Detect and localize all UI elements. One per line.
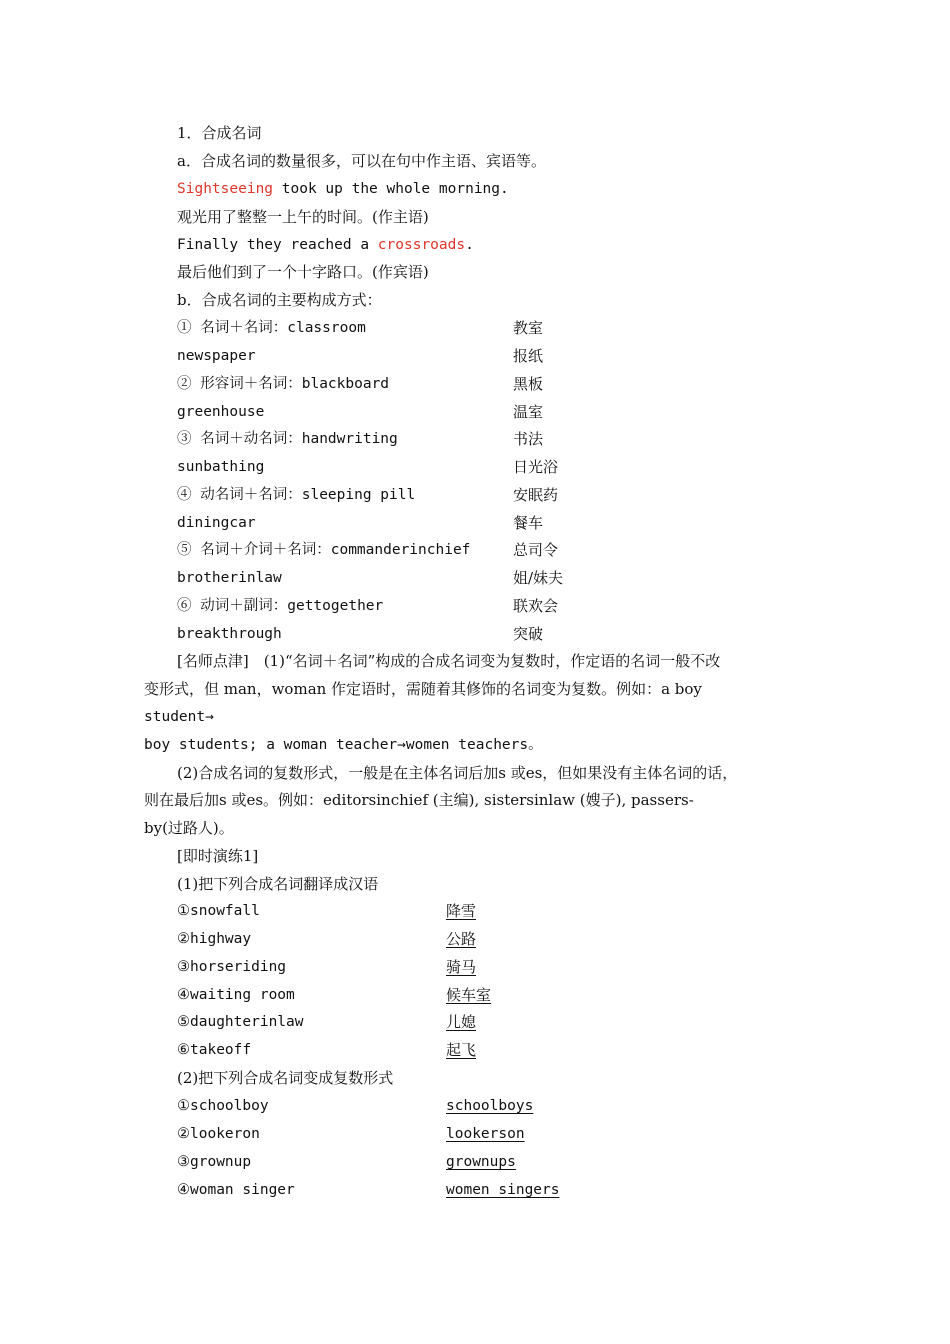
practice-answer: 候车室	[446, 986, 492, 1004]
practice-term: ④woman singer	[177, 1182, 295, 1198]
formation-term: greenhouse	[177, 404, 265, 420]
formation-term: diningcar	[177, 515, 256, 531]
formation-term: breakthrough	[177, 626, 282, 642]
tip-line: 则在最后加s 或es。例如：editorsinchief (主编), sistersinlaw (嫂子), passers-	[144, 791, 694, 809]
formation-term: ⑤ 名词＋介词＋名词：commanderinchief	[177, 542, 471, 558]
practice-part2-title: (2)把下列合成名词变成复数形式	[177, 1069, 394, 1087]
practice-answer: 骑马	[446, 958, 477, 976]
practice-term: ①snowfall	[177, 903, 260, 919]
formation-meaning: 书法	[513, 430, 544, 448]
tip-line: boy students; a woman teacher→women teachers。	[144, 737, 543, 753]
formation-meaning: 黑板	[513, 375, 544, 393]
formation-term: ⑥ 动词＋副词：gettogether	[177, 598, 384, 614]
section-heading: 1．合成名词	[177, 124, 262, 142]
tip-line: [名师点津] (1)“名词＋名词”构成的合成名词变为复数时，作定语的名词一般不改	[177, 652, 721, 670]
paragraph-a: a．合成名词的数量很多，可以在句中作主语、宾语等。	[177, 152, 546, 170]
example-sentence-1	[177, 179, 509, 199]
formation-meaning: 突破	[513, 625, 544, 643]
example-text: Finally they reached a	[177, 237, 378, 253]
practice-answer: 降雪	[446, 902, 477, 920]
tip-line: student→	[144, 709, 214, 725]
formation-meaning: 报纸	[513, 347, 544, 365]
example-text: .	[465, 237, 474, 253]
example-translation-2: 最后他们到了一个十字路口。(作宾语)	[177, 263, 429, 281]
formation-meaning: 日光浴	[513, 458, 559, 476]
practice-answer: 公路	[446, 930, 477, 948]
formation-term: ① 名词＋名词：classroom	[177, 320, 366, 336]
practice-part1-title: (1)把下列合成名词翻译成汉语	[177, 875, 379, 893]
practice-answer: grownups	[446, 1154, 516, 1170]
highlight-word: Sightseeing	[177, 181, 274, 197]
highlight-word: crossroads	[377, 237, 466, 253]
formation-meaning: 安眠药	[513, 486, 559, 504]
tip-line: 变形式，但 man，woman 作定语时，需随着其修饰的名词变为复数。例如：a boy	[144, 680, 702, 698]
formation-term: ③ 名词＋动名词：handwriting	[177, 431, 398, 447]
practice-term: ①schoolboy	[177, 1098, 269, 1114]
practice-answer: lookerson	[446, 1126, 525, 1142]
formation-meaning: 姐/妹夫	[513, 569, 564, 587]
practice-answer: schoolboys	[446, 1098, 534, 1114]
practice-term: ④waiting room	[177, 987, 295, 1003]
practice-term: ③grownup	[177, 1154, 252, 1170]
formation-term: brotherinlaw	[177, 570, 282, 586]
practice-title: [即时演练1]	[177, 847, 259, 865]
formation-term: newspaper	[177, 348, 256, 364]
formation-meaning: 联欢会	[513, 597, 559, 615]
practice-answer: women singers	[446, 1182, 560, 1198]
formation-meaning: 总司令	[513, 541, 559, 559]
paragraph-b: b．合成名词的主要构成方式：	[177, 291, 382, 309]
example-translation-1: 观光用了整整一上午的时间。(作主语)	[177, 208, 429, 226]
example-text: took up the whole morning.	[273, 181, 509, 197]
tip-line: by(过路人)。	[144, 819, 234, 837]
formation-term: sunbathing	[177, 459, 265, 475]
practice-term: ⑥takeoff	[177, 1042, 252, 1058]
practice-term: ③horseriding	[177, 959, 287, 975]
formation-term: ② 形容词＋名词：blackboard	[177, 376, 390, 392]
example-sentence-2	[177, 235, 474, 255]
practice-answer: 儿媳	[446, 1013, 477, 1031]
practice-term: ⑤daughterinlaw	[177, 1014, 304, 1030]
practice-term: ②lookeron	[177, 1126, 260, 1142]
tip-line: (2)合成名词的复数形式，一般是在主体名词后加s 或es，但如果没有主体名词的话，	[177, 764, 738, 782]
formation-term: ④ 动名词＋名词：sleeping pill	[177, 487, 416, 503]
formation-meaning: 餐车	[513, 514, 544, 532]
formation-meaning: 教室	[513, 319, 544, 337]
practice-term: ②highway	[177, 931, 252, 947]
formation-meaning: 温室	[513, 403, 544, 421]
practice-answer: 起飞	[446, 1041, 477, 1059]
